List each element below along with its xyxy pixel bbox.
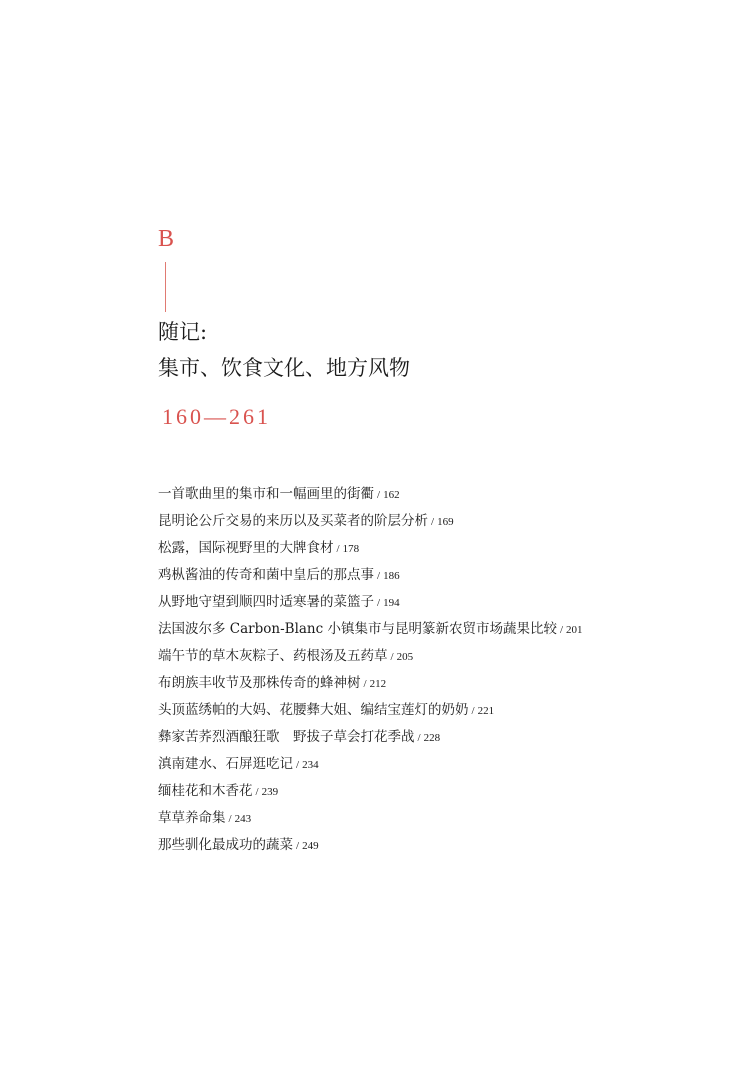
section-page-range: 160—261 <box>162 404 271 429</box>
toc-entry-title: 滇南建水、石屏逛吃记 <box>158 756 293 772</box>
toc-entry-page: 201 <box>566 624 583 636</box>
toc-separator: / <box>377 570 381 582</box>
toc-separator: / <box>390 651 394 663</box>
toc-entry-page: 186 <box>383 570 400 582</box>
toc-entry-page: 178 <box>342 543 360 555</box>
toc-entry-page: 249 <box>302 840 319 852</box>
toc-separator: / <box>255 786 259 798</box>
toc-entry-title: 布朗族丰收节及那株传奇的蜂神树 <box>158 675 361 691</box>
toc-entry[interactable] <box>158 832 728 859</box>
toc-entry-page: 212 <box>369 678 387 690</box>
toc-entry-page: 162 <box>383 489 400 501</box>
toc-separator: / <box>471 705 475 717</box>
toc-entry[interactable] <box>158 724 728 751</box>
section-title: 随记: <box>158 320 208 344</box>
toc-separator: / <box>228 813 232 825</box>
toc-entry-title: 头顶蓝绣帕的大妈、花腰彝大姐、编结宝莲灯的奶奶 <box>158 702 469 718</box>
toc-entry-page: 221 <box>477 705 495 717</box>
toc-entry-title: 法国波尔多 Carbon-Blanc 小镇集市与昆明篆新农贸市场蔬果比较 <box>158 621 557 637</box>
section-divider <box>165 262 166 312</box>
toc-entry-page: 194 <box>383 597 400 609</box>
section-letter: B <box>158 226 175 252</box>
toc-separator: / <box>377 489 381 501</box>
table-of-contents <box>158 481 728 859</box>
toc-entry[interactable] <box>158 778 728 805</box>
toc-entry-page: 239 <box>261 786 279 798</box>
toc-entry[interactable] <box>158 751 728 778</box>
toc-entry-title: 一首歌曲里的集市和一幅画里的街衢 <box>158 486 374 502</box>
toc-entry[interactable] <box>158 535 728 562</box>
toc-entry-page: 205 <box>396 651 414 663</box>
toc-entry[interactable] <box>158 481 728 508</box>
toc-entry[interactable] <box>158 508 728 535</box>
toc-entry-page: 243 <box>234 813 252 825</box>
toc-separator: / <box>417 732 421 744</box>
toc-separator: / <box>296 759 300 771</box>
toc-entry-title: 松露，国际视野里的大牌食材 <box>158 540 334 556</box>
toc-entry[interactable] <box>158 670 728 697</box>
toc-entry-title: 那些驯化最成功的蔬菜 <box>158 837 293 853</box>
toc-entry[interactable] <box>158 643 728 670</box>
toc-separator: / <box>559 624 564 636</box>
toc-entry[interactable] <box>158 589 728 616</box>
section-subtitle: 集市、饮食文化、地方风物 <box>158 356 410 380</box>
toc-entry[interactable] <box>158 562 728 589</box>
toc-entry-title: 缅桂花和木香花 <box>158 783 253 799</box>
toc-separator: / <box>377 597 381 609</box>
toc-entry-title: 草草养命集 <box>158 810 226 826</box>
toc-separator: / <box>296 840 300 852</box>
toc-entry-page: 234 <box>302 759 319 771</box>
toc-entry-title: 端午节的草木灰粽子、药根汤及五药草 <box>158 648 388 664</box>
toc-separator: / <box>336 543 340 555</box>
toc-entry-page: 228 <box>423 732 441 744</box>
toc-entry-title: 从野地守望到顺四时适寒暑的菜篮子 <box>158 594 374 610</box>
toc-entry[interactable] <box>158 616 728 643</box>
toc-separator: / <box>431 516 435 528</box>
toc-entry[interactable] <box>158 697 728 724</box>
toc-entry-title: 鸡枞酱油的传奇和菌中皇后的那点事 <box>158 567 374 583</box>
toc-entry-title: 昆明论公斤交易的来历以及买菜者的阶层分析 <box>158 513 428 529</box>
toc-entry-page: 169 <box>437 516 454 528</box>
toc-separator: / <box>363 678 367 690</box>
toc-entry[interactable] <box>158 805 728 832</box>
toc-entry-title: 彝家苦荞烈酒酿狂歌 野拔子草会打花季战 <box>158 729 415 745</box>
